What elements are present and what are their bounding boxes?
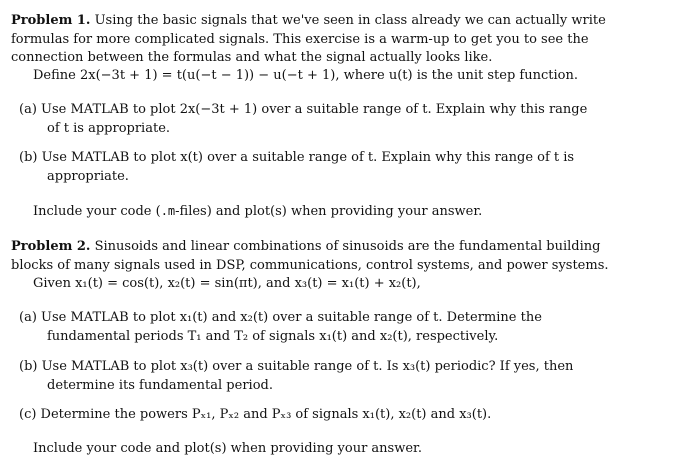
problem1-intro-line2: formulas for more complicated signals. This exercise is a warm-up to get you to see the [11,32,589,47]
problem2-given: Given x₁(t) = cos(t), x₂(t) = sin(πt), and x₃(t) = x₁(t) + x₂(t), [33,276,421,291]
problem2-part-a-line1: (a) Use MATLAB to plot x₁(t) and x₂(t) over a suitable range of t. Determine the [19,310,542,325]
problem1-heading: Problem 1. [11,13,91,28]
problem1-part-b-line1: (b) Use MATLAB to plot x(t) over a suitable range of t. Explain why this range of t is [19,150,575,165]
problem2-intro-text: Sinusoids and linear combinations of sinusoids are the fundamental building [94,239,601,254]
problem2-intro-line1 [11,238,600,256]
problem1-footer-pre: Include your code ( [33,204,161,219]
problem1-intro-line1 [11,12,606,30]
problem2-part-b-line1: (b) Use MATLAB to plot x₃(t) over a suitable range of t. Is x₃(t) periodic? If yes, then [19,359,574,374]
problem2-part-b-line2: determine its fundamental period. [47,378,273,393]
problem2-part-a-line2: fundamental periods T₁ and T₂ of signals x₁(t) and x₂(t), respectively. [47,329,499,344]
problem1-footer-code: .m [160,204,176,218]
problem1-part-a-line2: of t is appropriate. [47,121,171,136]
problem1-footer [33,202,482,221]
problem1-part-b-line2: appropriate. [47,169,129,184]
problem2-intro-line2: blocks of many signals used in DSP, communications, control systems, and power systems. [11,258,609,273]
problem1-footer-post: -files) and plot(s) when providing your answer. [175,204,483,219]
problem1-part-a-line1: (a) Use MATLAB to plot 2x(−3t + 1) over a suitable range of t. Explain why this range [19,102,588,117]
problem2-heading: Problem 2. [11,239,91,254]
problem2-part-c: (c) Determine the powers Pₓ₁, Pₓ₂ and Pₓ₃ of signals x₁(t), x₂(t) and x₃(t). [19,407,492,422]
problem2-footer: Include your code and plot(s) when providing your answer. [33,441,422,456]
problem1-intro-text: Using the basic signals that we've seen in class already we can actually write [94,13,606,28]
problem1-definition: Define 2x(−3t + 1) = t(u(−t − 1)) − u(−t + 1), where u(t) is the unit step function. [33,68,578,83]
problem1-intro-line3: connection between the formulas and what the signal actually looks like. [11,50,493,65]
